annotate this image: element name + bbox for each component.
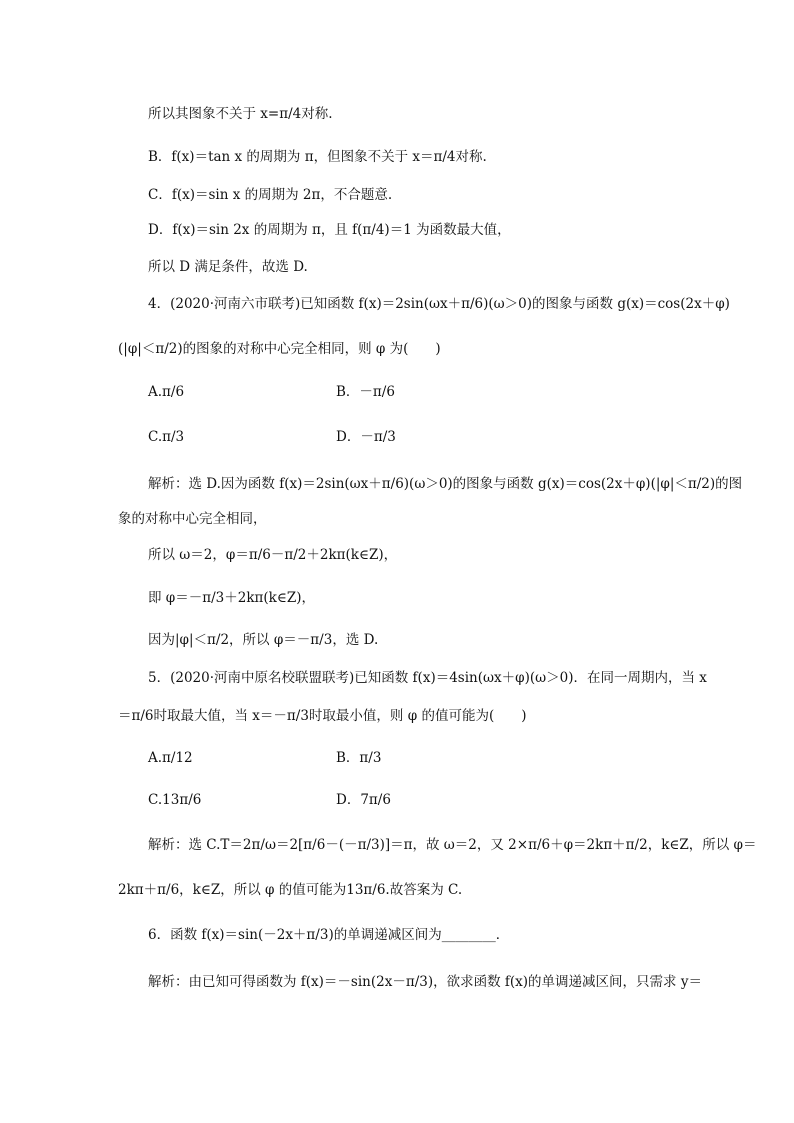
text-line: B．f(x)＝tan x 的周期为 π，但图象不关于 x＝π/4对称. — [148, 149, 487, 165]
option-a: A.π/12 — [148, 750, 193, 766]
option-b: B．π/3 — [336, 750, 382, 766]
text-line: D．f(x)＝sin 2x 的周期为 π，且 f(π/4)＝1 为函数最大值， — [148, 222, 511, 238]
question-6-stem: 6．函数 f(x)＝sin(－2x＋π/3)的单调递减区间为________． — [148, 927, 510, 943]
option-c: C.π/3 — [148, 429, 185, 445]
solution-6: 解析：由已知可得函数为 f(x)＝－sin(2x－π/3)，欲求函数 f(x)的单调递减区间，只需求 y＝ — [148, 974, 702, 990]
option-b: B．－π/6 — [336, 384, 395, 400]
question-4-stem-cont: (|φ|＜π/2)的图象的对称中心完全相同，则 φ 为( ) — [118, 341, 441, 357]
solution-5-cont: 2kπ＋π/6，k∈Z，所以 φ 的值可能为13π/6.故答案为 C. — [118, 882, 463, 898]
solution-4-step: 即 φ＝－π/3＋2kπ(k∈Z)， — [148, 590, 315, 606]
solution-4: 解析：选 D.因为函数 f(x)＝2sin(ωx＋π/6)(ω＞0)的图象与函数 g(x)＝cos(2x＋φ)(|φ|＜π/2)的图 — [148, 476, 743, 492]
option-a: A.π/6 — [148, 384, 185, 400]
option-d: D．－π/3 — [336, 429, 396, 445]
solution-4-step: 因为|φ|＜π/2，所以 φ＝－π/3，选 D. — [148, 632, 379, 648]
text-line: C．f(x)＝sin x 的周期为 2π，不合题意. — [148, 187, 393, 203]
solution-4-cont: 象的对称中心完全相同， — [118, 511, 267, 527]
text-line: 所以其图象不关于 x=π/4对称. — [148, 106, 333, 122]
text-line: 所以 D 满足条件，故选 D. — [148, 259, 308, 275]
question-5-stem: 5．(2020·河南中原名校联盟联考)已知函数 f(x)＝4sin(ωx＋φ)(ω＞0)．在同一周期内，当 x — [148, 670, 707, 686]
solution-4-step: 所以 ω＝2，φ＝π/6－π/2＋2kπ(k∈Z)， — [148, 547, 398, 563]
question-4-stem: 4．(2020·河南六市联考)已知函数 f(x)＝2sin(ωx＋π/6)(ω＞0)的图象与函数 g(x)＝cos(2x＋φ) — [148, 296, 730, 312]
question-5-stem-cont: ＝π/6时取最大值，当 x＝－π/3时取最小值，则 φ 的值可能为( ) — [118, 708, 527, 724]
option-c: C.13π/6 — [148, 792, 202, 808]
solution-5: 解析：选 C.T＝2π/ω＝2[π/6－(－π/3)]＝π，故 ω＝2，又 2×π/6＋φ＝2kπ＋π/2，k∈Z，所以 φ＝ — [148, 837, 757, 853]
option-d: D．7π/6 — [336, 792, 391, 808]
